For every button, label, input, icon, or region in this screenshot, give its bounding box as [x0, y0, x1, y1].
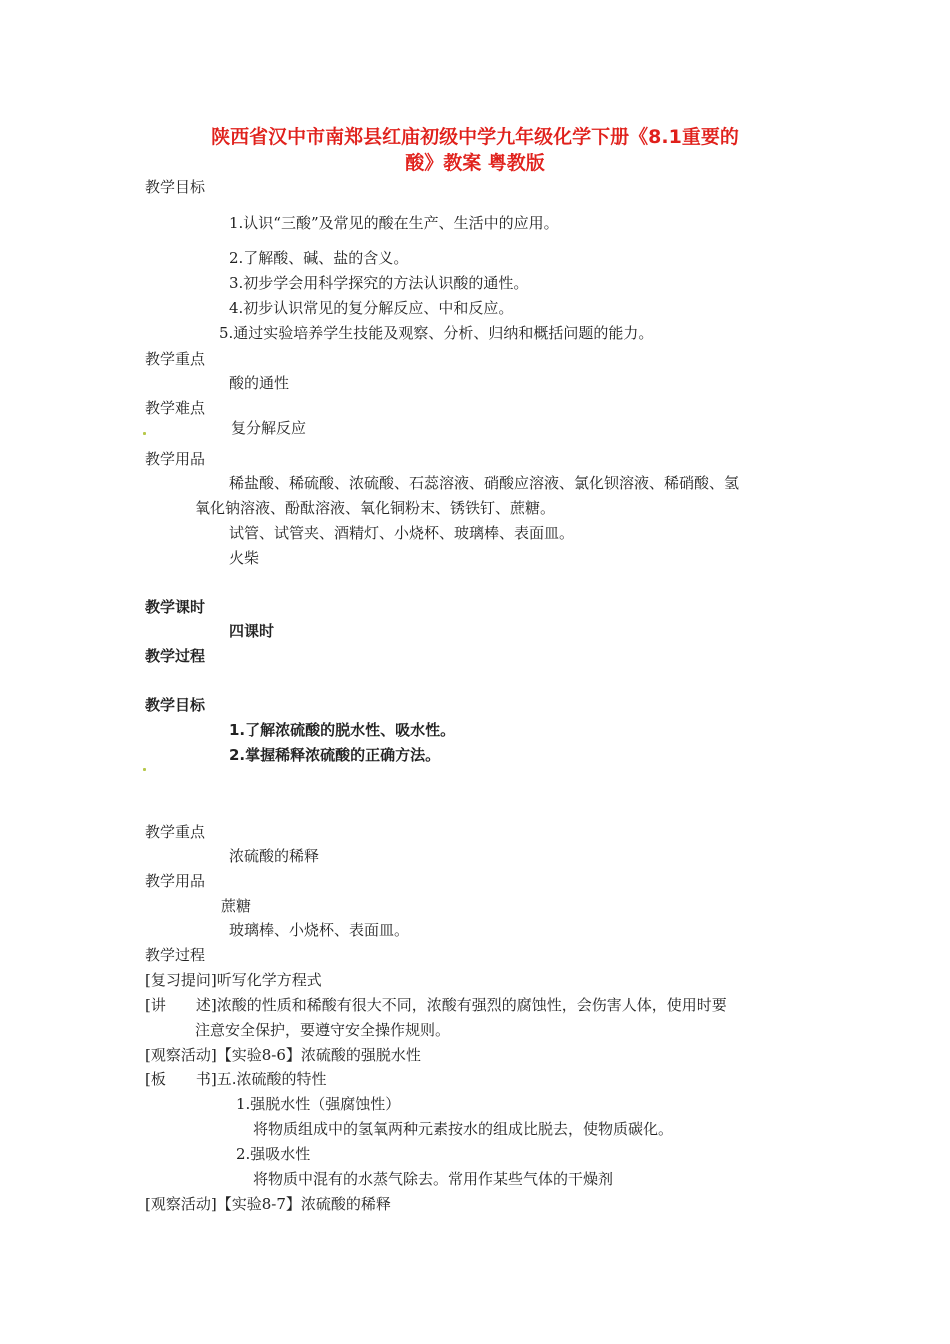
materials-line-2: 蔗糖	[221, 897, 252, 915]
document-title-line1: 陕西省汉中市南郑县红庙初级中学九年级化学下册《8.1重要的	[211, 126, 739, 148]
speck-mark	[143, 432, 146, 435]
objectives-heading: 教学目标	[145, 178, 206, 196]
process-step: 2.强吸水性	[236, 1145, 311, 1163]
process-heading: 教学过程	[145, 647, 206, 665]
materials-line: 火柴	[229, 549, 260, 567]
materials-line-2: 玻璃棒、小烧杯、表面皿。	[229, 921, 410, 939]
process-heading-2: 教学过程	[145, 946, 206, 964]
materials-line: 氧化钠溶液、酚酞溶液、氧化铜粉末、锈铁钉、蔗糖。	[195, 499, 556, 517]
difficulties-text: 复分解反应	[231, 419, 307, 437]
process-step: [板 书]五.浓硫酸的特性	[145, 1070, 327, 1088]
objective-item: 4.初步认识常见的复分解反应、中和反应。	[229, 299, 514, 317]
hours-heading: 教学课时	[145, 598, 206, 616]
key-points-heading-2: 教学重点	[145, 823, 206, 841]
objective-item: 5.通过实验培养学生技能及观察、分析、归纳和概括问题的能力。	[219, 324, 654, 342]
materials-heading: 教学用品	[145, 450, 206, 468]
objective-item: 1.认识“三酸”及常见的酸在生产、生活中的应用。	[229, 214, 559, 232]
objectives-heading-2: 教学目标	[145, 696, 206, 714]
materials-line: 试管、试管夹、酒精灯、小烧杯、玻璃棒、表面皿。	[229, 524, 575, 542]
key-points-text-2: 浓硫酸的稀释	[229, 847, 320, 865]
speck-mark	[143, 768, 146, 771]
process-step: [复习提问]听写化学方程式	[145, 971, 322, 989]
objective-item-2: 1.了解浓硫酸的脱水性、吸水性。	[229, 721, 456, 739]
difficulties-heading: 教学难点	[145, 399, 206, 417]
process-step: [讲 述]浓酸的性质和稀酸有很大不同，浓酸有强烈的腐蚀性，会伤害人体，使用时要	[145, 996, 727, 1014]
process-step: [观察活动]【实验8-7】浓硫酸的稀释	[145, 1195, 391, 1213]
document-title-line2: 酸》教案 粤教版	[405, 152, 545, 174]
materials-heading-2: 教学用品	[145, 872, 206, 890]
hours-text: 四课时	[229, 622, 275, 640]
key-points-text: 酸的通性	[229, 374, 290, 392]
objective-item: 3.初步学会用科学探究的方法认识酸的通性。	[229, 274, 529, 292]
process-step: 将物质中混有的水蒸气除去。常用作某些气体的干燥剂	[253, 1170, 614, 1188]
key-points-heading: 教学重点	[145, 350, 206, 368]
objective-item-2: 2.掌握稀释浓硫酸的正确方法。	[229, 746, 441, 764]
process-step: [观察活动]【实验8-6】浓硫酸的强脱水性	[145, 1046, 421, 1064]
process-step: 注意安全保护，要遵守安全操作规则。	[195, 1021, 451, 1039]
objective-item: 2.了解酸、碱、盐的含义。	[229, 249, 409, 267]
materials-line: 稀盐酸、稀硫酸、浓硫酸、石蕊溶液、硝酸应溶液、氯化钡溶液、稀硝酸、氢	[229, 474, 740, 492]
process-step: 1.强脱水性（强腐蚀性）	[236, 1095, 401, 1113]
process-step: 将物质组成中的氢氧两种元素按水的组成比脱去，使物质碳化。	[253, 1120, 674, 1138]
